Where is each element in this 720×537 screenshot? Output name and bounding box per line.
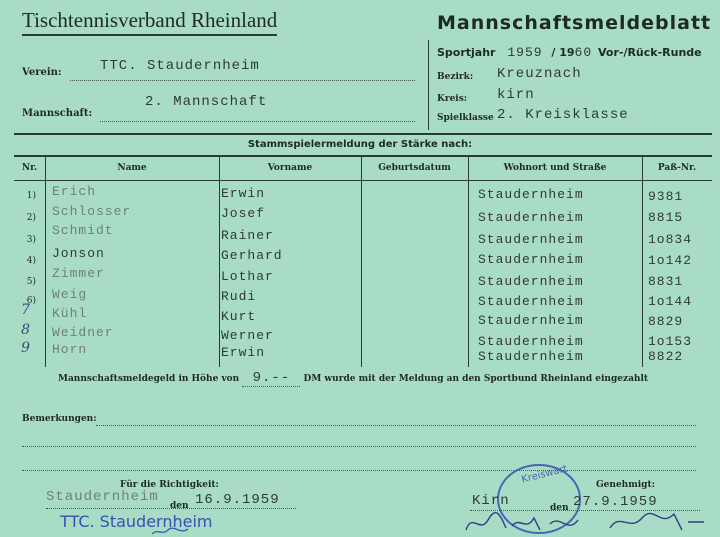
row-wohnort: Staudernheim (478, 187, 584, 202)
row-vorname: Kurt (221, 309, 257, 324)
row-pass: 9381 (648, 189, 684, 204)
row-nr: 9 (21, 340, 30, 356)
row-nr: 8 (21, 322, 30, 338)
row-name: Schmidt (52, 223, 114, 238)
row-pass: 8822 (648, 349, 684, 364)
footer-left-den: den (170, 501, 189, 511)
footer-right-den: den (550, 503, 569, 513)
row-vorname: Erwin (221, 345, 266, 360)
row-vorname: Rudi (221, 289, 257, 304)
footer-left-date: 16.9.1959 (195, 492, 280, 508)
row-nr: 7 (21, 302, 30, 318)
row-vorname: Erwin (221, 186, 266, 201)
association-title: Tischtennisverband Rheinland (22, 8, 277, 36)
col-div-1 (45, 155, 46, 367)
fee-text-before: Mannschaftsmeldegeld in Höhe von (58, 374, 240, 384)
season-sep: / 19 (551, 46, 575, 59)
col-header-wohnort: Wohnort und Straße (503, 163, 607, 173)
verein-label: Verein: (22, 67, 62, 78)
fee-text-after: DM wurde mit der Meldung an den Sportbund Rheinland eingezahlt (303, 374, 649, 384)
footer-left-label: Für die Richtigkeit: (120, 480, 219, 490)
seal-text: Kreiswart (520, 463, 569, 486)
row-wohnort: Staudernheim (478, 294, 584, 309)
row-pass: 8831 (648, 274, 684, 289)
row-wohnort: Staudernheim (478, 274, 584, 289)
spielklasse-label: Spielklasse (437, 113, 494, 123)
row-vorname: Werner (221, 328, 274, 343)
remarks-rule-2 (22, 446, 696, 447)
col-div-5 (642, 155, 643, 367)
scribble-icon (150, 526, 190, 537)
row-nr: 1) (26, 191, 36, 201)
kreis-label: Kreis: (437, 94, 468, 104)
footer-left-place: Staudernheim (46, 489, 159, 505)
col-header-geburtsdatum: Geburtsdatum (378, 163, 451, 173)
fee-line (58, 370, 648, 387)
row-nr: 6) (26, 296, 36, 306)
table-rule-top (14, 155, 712, 157)
row-wohnort: Staudernheim (478, 334, 584, 349)
row-vorname: Rainer (221, 228, 274, 243)
col-div-2 (219, 155, 220, 367)
row-wohnort: Staudernheim (478, 313, 584, 328)
verein-rule (70, 80, 415, 81)
round-label: Vor-/Rück-Runde (597, 46, 702, 59)
row-wohnort: Staudernheim (478, 232, 584, 247)
row-pass: 1o153 (648, 334, 693, 349)
footer-right-place: Kirn (472, 493, 510, 509)
kreis-value: kirn (497, 87, 535, 103)
verein-value: TTC. Staudernheim (100, 58, 260, 74)
header-divider (428, 40, 429, 130)
row-nr: 4) (26, 256, 36, 266)
row-name: Weidner (52, 325, 114, 340)
row-nr: 2) (26, 213, 36, 223)
table-rule-header (14, 180, 712, 181)
remarks-rule-1 (96, 425, 696, 426)
season-label: Sportjahr (437, 46, 496, 59)
signature-icon (460, 508, 710, 537)
row-wohnort: Staudernheim (478, 210, 584, 225)
col-header-vorname: Vorname (267, 163, 313, 173)
remarks-rule-3 (22, 470, 696, 471)
row-name: Weig (52, 287, 88, 302)
season-year1: 1959 (507, 45, 543, 60)
fee-amount: 9.-- (242, 370, 300, 387)
bezirk-value: Kreuznach (497, 66, 582, 82)
row-name: Erich (52, 184, 97, 199)
row-name: Horn (52, 342, 88, 357)
row-pass: 1o142 (648, 253, 693, 268)
row-wohnort: Staudernheim (478, 252, 584, 267)
footer-right-date: 27.9.1959 (573, 494, 658, 510)
season-year2: 60 (574, 45, 593, 60)
row-nr: 5) (26, 277, 36, 287)
row-name: Jonson (52, 246, 105, 261)
row-name: Schlosser (52, 204, 132, 219)
col-header-nr: Nr. (21, 163, 38, 173)
remarks-label: Bemerkungen: (22, 414, 97, 424)
row-wohnort: Staudernheim (478, 349, 584, 364)
col-header-passnr: Paß-Nr. (657, 163, 697, 173)
row-pass: 1o834 (648, 232, 693, 247)
row-pass: 1o144 (648, 294, 693, 309)
row-name: Zimmer (52, 266, 105, 281)
form-title: Mannschaftsmeldeblatt (437, 12, 712, 34)
row-vorname: Lothar (221, 269, 274, 284)
spielklasse-value: 2. Kreisklasse (497, 107, 629, 123)
row-pass: 8829 (648, 314, 684, 329)
row-name: Kühl (52, 306, 88, 321)
col-div-3 (361, 155, 362, 367)
club-stamp: TTC. Staudernheim (60, 512, 213, 531)
bezirk-label: Bezirk: (437, 72, 474, 82)
mannschaft-rule (100, 121, 415, 122)
mannschaft-label: Mannschaft: (22, 108, 93, 119)
col-header-name: Name (117, 163, 147, 173)
footer-right-label: Genehmigt: (596, 480, 655, 490)
section-title: Stammspielermeldung der Stärke nach: (247, 139, 473, 150)
season-line (437, 45, 702, 60)
row-nr: 3) (26, 235, 36, 245)
row-vorname: Josef (221, 206, 266, 221)
row-vorname: Gerhard (221, 248, 283, 263)
row-pass: 8815 (648, 210, 684, 225)
col-div-4 (468, 155, 469, 367)
footer-left-rule (46, 508, 296, 509)
section-rule-top (14, 133, 712, 135)
mannschaft-value: 2. Mannschaft (145, 94, 268, 110)
